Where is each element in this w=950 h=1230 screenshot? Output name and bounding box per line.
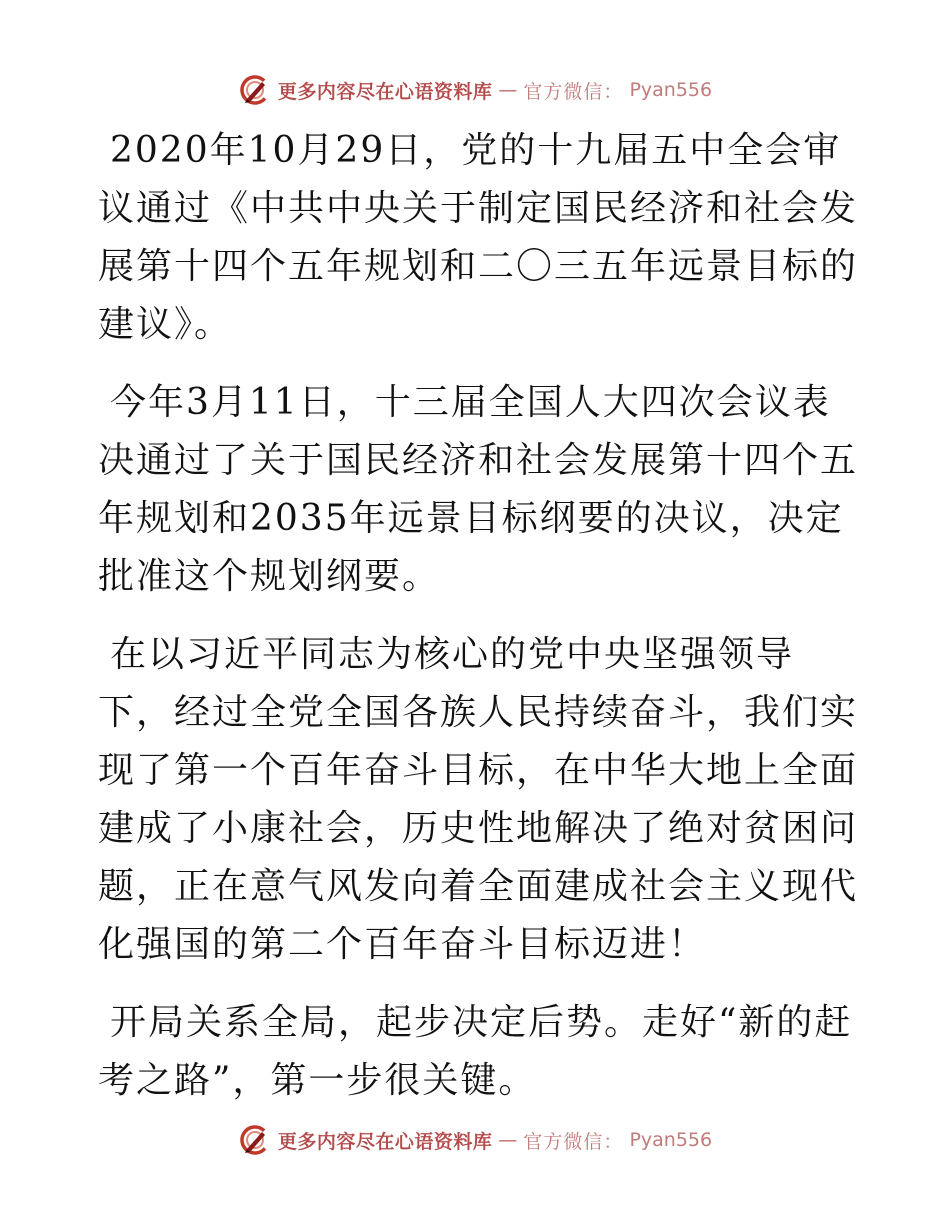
footer-wechat-label: 官方微信： <box>523 1130 624 1153</box>
document-body <box>98 122 858 1130</box>
pen-circle-logo-icon <box>238 1123 272 1157</box>
pen-circle-logo-icon <box>238 73 272 107</box>
footer-wechat-id: Pyan556 <box>629 1129 713 1151</box>
paragraph-2: 今年3月11日，十三届全国人大四次会议表决通过了关于国民经济和社会发展第十四个五年规划和2035年远景目标纲要的决议，决定批准这个规划纲要。 <box>98 382 859 597</box>
header-dash: — <box>498 79 518 101</box>
footer-site-name: 更多内容尽在心语资料库 <box>277 1130 493 1153</box>
paragraph-4: 开局关系全局，起步决定后势。走好“新的赶考之路”，第一步很关键。 <box>98 1002 853 1101</box>
header-site-name: 更多内容尽在心语资料库 <box>277 80 493 103</box>
footer-dash: — <box>498 1129 518 1151</box>
header-wechat-label: 官方微信： <box>523 80 624 103</box>
header-banner <box>0 70 950 110</box>
header-wechat-id: Pyan556 <box>629 79 713 101</box>
footer-banner <box>0 1120 950 1160</box>
paragraph-3: 在以习近平同志为核心的党中央坚强领导下，经过全党全国各族人民持续奋斗，我们实现了第一个百年奋斗目标，在中华大地上全面建成了小康社会，历史性地解决了绝对贫困问题，正在意气风发向着全面建成社会主义现代化强国的第二个百年奋斗目标迈进！ <box>98 634 859 965</box>
paragraph-1: 2020年10月29日，党的十九届五中全会审议通过《中共中央关于制定国民经济和社会发展第十四个五年规划和二〇三五年远景目标的建议》。 <box>98 130 859 345</box>
